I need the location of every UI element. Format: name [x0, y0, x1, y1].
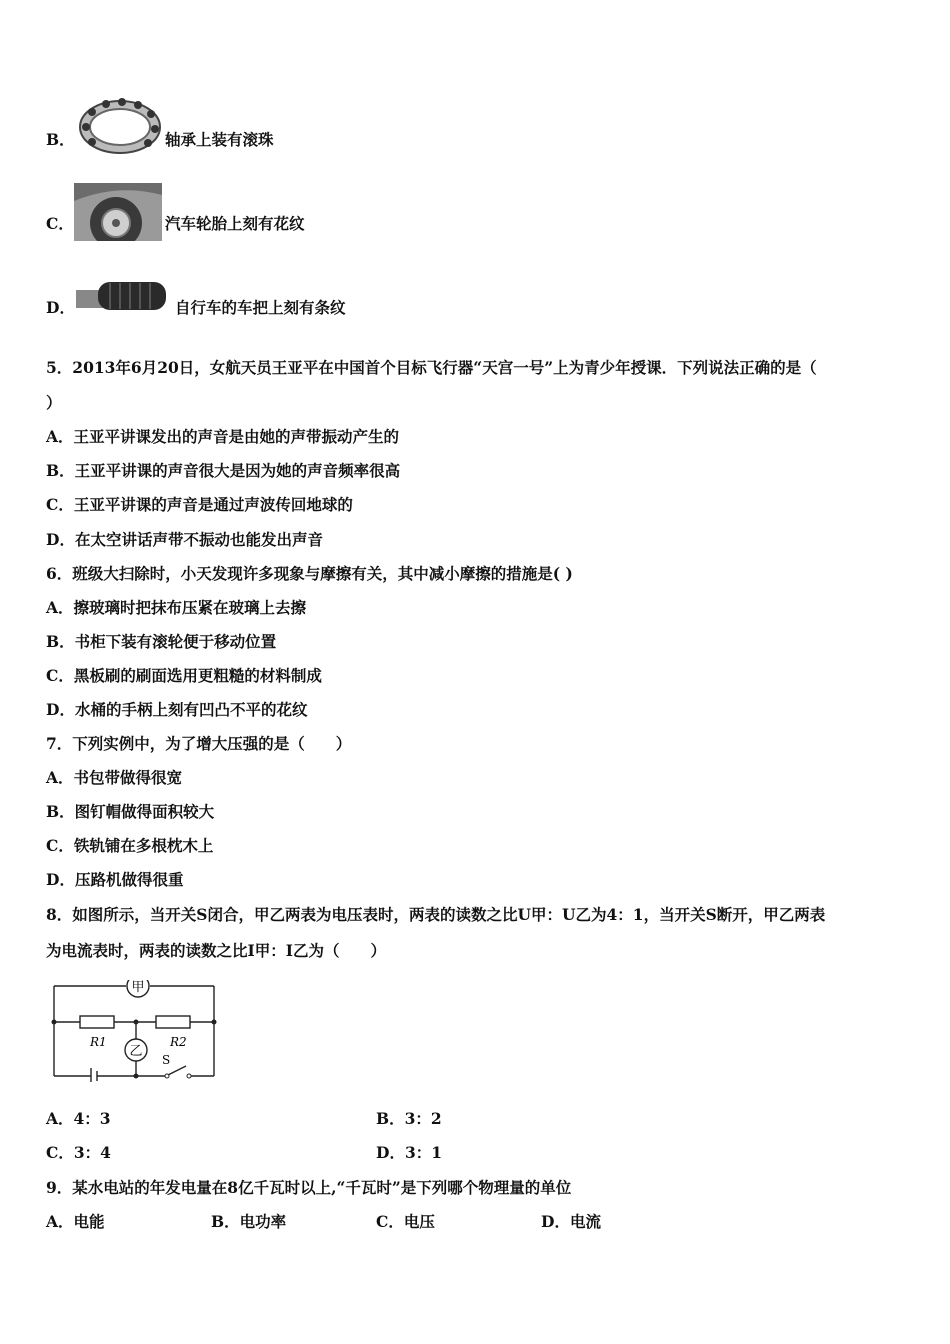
q6-option-b: B．书柜下装有滚轮便于移动位置	[46, 632, 277, 651]
q6-stem: 6．班级大扫除时，小天发现许多现象与摩擦有关，其中减小摩擦的措施是( )	[46, 564, 573, 583]
q7-option-c: C．铁轨铺在多根枕木上	[46, 836, 214, 855]
meter-yi-label: 乙	[129, 1044, 143, 1059]
q9-option-c: C．电压	[376, 1212, 435, 1231]
q9-option-d: D．电流	[541, 1212, 601, 1231]
switch-label: S	[162, 1053, 171, 1067]
bike-handle-image	[76, 268, 172, 314]
q4-option-b-letter: B．	[46, 130, 75, 149]
q5-option-b: B．王亚平讲课的声音很大是因为她的声音频率很高	[46, 461, 401, 480]
meter-jia-label: 甲	[131, 980, 145, 995]
q4-option-b-text: 轴承上装有滚珠	[165, 130, 274, 149]
circuit-diagram	[46, 980, 221, 1082]
q4-option-c-text: 汽车轮胎上刻有花纹	[165, 214, 305, 233]
q9-option-b: B．电功率	[211, 1212, 287, 1231]
q8-option-c: C．3：4	[46, 1143, 111, 1162]
q6-option-c: C．黑板刷的刷面选用更粗糙的材料制成	[46, 666, 322, 685]
q8-stem-line2: 为电流表时，两表的读数之比I甲：I乙为（ ）	[46, 941, 387, 960]
q7-option-b: B．图钉帽做得面积较大	[46, 802, 215, 821]
r1-label: R1	[90, 1035, 107, 1049]
q5-stem-line2: ）	[46, 393, 62, 412]
q8-option-a: A．4：3	[46, 1109, 111, 1128]
car-tire-image	[74, 183, 162, 241]
q4-option-d-letter: D．	[46, 298, 75, 317]
q8-option-b: B．3：2	[376, 1109, 442, 1128]
ball-bearing-image	[76, 97, 164, 157]
q7-stem: 7．下列实例中，为了增大压强的是（ ）	[46, 734, 352, 753]
q4-option-d-text: 自行车的车把上刻有条纹	[175, 298, 346, 317]
q7-option-a: A．书包带做得很宽	[46, 768, 183, 787]
r2-label: R2	[170, 1035, 187, 1049]
q9-stem: 9．某水电站的年发电量在8亿千瓦时以上,“千瓦时”是下列哪个物理量的单位	[46, 1178, 572, 1197]
q8-option-d: D．3：1	[376, 1143, 443, 1162]
q8-stem-line1: 8．如图所示，当开关S闭合，甲乙两表为电压表时，两表的读数之比U甲：U乙为4：1，当开关S断开，甲乙两表	[46, 905, 826, 924]
q6-option-d: D．水桶的手柄上刻有凹凸不平的花纹	[46, 700, 308, 719]
q5-stem-line1: 5．2013年6月20日，女航天员王亚平在中国首个目标飞行器“天宫一号”上为青少年授课．下列说法正确的是（	[46, 358, 817, 377]
q5-option-a: A．王亚平讲课发出的声音是由她的声带振动产生的	[46, 427, 400, 446]
q4-option-c-letter: C．	[46, 214, 74, 233]
q5-option-d: D．在太空讲话声带不振动也能发出声音	[46, 530, 323, 549]
q5-option-c: C．王亚平讲课的声音是通过声波传回地球的	[46, 495, 353, 514]
q9-option-a: A．电能	[46, 1212, 105, 1231]
q7-option-d: D．压路机做得很重	[46, 870, 184, 889]
q6-option-a: A．擦玻璃时把抹布压紧在玻璃上去擦	[46, 598, 307, 617]
